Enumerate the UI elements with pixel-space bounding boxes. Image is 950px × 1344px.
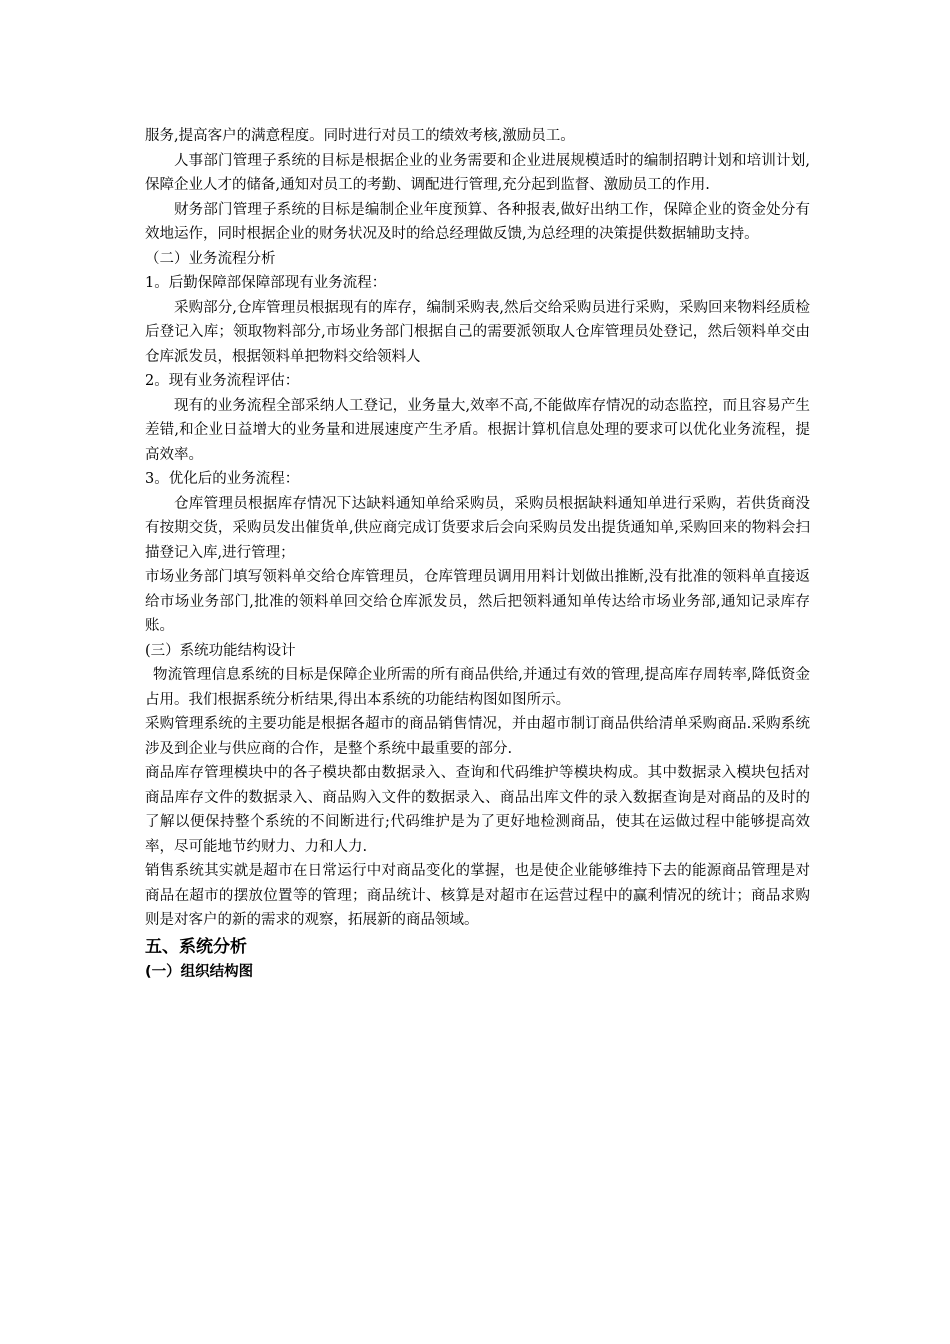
- paragraph-current-process: 采购部分,仓库管理员根据现有的库存，编制采购表,然后交给采购员进行采购，采购回来物料经质检后登记入库；领取物料部分,市场业务部门根据自己的需要派领取人仓库管理员处登记，然后领料单交由仓库派发员，根据领料单把物料交给领料人: [145, 299, 810, 365]
- paragraph-optimized-process-market: 市场业务部门填写领料单交给仓库管理员，仓库管理员调用用料计划做出推断,没有批准的领料单直接返给市场业务部门,批准的领料单回交给仓库派发员，然后把领料通知单传达给市场业务部,通知记录库存账。: [145, 569, 810, 634]
- paragraph-sales-system: 销售系统其实就是超市在日常运行中对商品变化的掌握，也是使企业能够维持下去的能源商品管理是对商品在超市的摆放位置等的管理；商品统计、核算是对超市在运营过程中的赢利情况的统计；商品求购则是对客户的新的需求的观察，拓展新的商品领域。: [145, 863, 810, 928]
- paragraph-logistics-goal: 物流管理信息系统的目标是保障企业所需的所有商品供给,并通过有效的管理,提高库存周转率,降低资金占用。我们根据系统分析结果,得出本系统的功能结构图如图所示。: [145, 667, 810, 708]
- heading-process-evaluation: 2。现有业务流程评估：: [145, 373, 300, 389]
- paragraph-service: 服务,提高客户的满意程度。同时进行对员工的绩效考核,激励员工。: [145, 128, 575, 144]
- heading-function-structure-design: (三）系统功能结构设计: [145, 642, 296, 659]
- paragraph-process-evaluation: 现有的业务流程全部采纳人工登记，业务量大,效率不高,不能做库存情况的动态监控，而且容易产生差错,和企业日益增大的业务量和进展速度产生矛盾。根据计算机信息处理的要求可以优化业务流程，提高效率。: [145, 397, 810, 463]
- heading-current-process: 1。后勤保障部保障部现有业务流程：: [145, 275, 387, 291]
- heading-optimized-process: 3。优化后的业务流程：: [145, 471, 300, 487]
- heading-org-chart: (一）组织结构图: [145, 963, 254, 980]
- paragraph-inventory-module: 商品库存管理模块中的各子模块都由数据录入、查询和代码维护等模块构成。其中数据录入模块包括对商品库存文件的数据录入、商品购入文件的数据录入、商品出库文件的录入数据查询是对商品的及时的了解以便保持整个系统的不间断进行;代码维护是为了更好地检测商品，使其在运做过程中能够提高效率，尽可能地节约财力、力和人力.: [145, 765, 810, 855]
- document-page: [145, 124, 810, 984]
- paragraph-finance-subsystem: 财务部门管理子系统的目标是编制企业年度预算、各种报表,做好出纳工作，保障企业的资金处分有效地运作，同时根据企业的财务状况及时的给总经理做反馈,为总经理的决策提供数据辅助支持。: [145, 201, 810, 242]
- paragraph-optimized-process-warehouse: 仓库管理员根据库存情况下达缺料通知单给采购员，采购员根据缺料通知单进行采购，若供货商没有按期交货，采购员发出催货单,供应商完成订货要求后会向采购员发出提货通知单,采购回来的物料会扫描登记入库,进行管理；: [145, 495, 810, 561]
- paragraph-hr-subsystem: 人事部门管理子系统的目标是根据企业的业务需要和企业进展规模适时的编制招聘计划和培训计划,保障企业人才的储备,通知对员工的考勤、调配进行管理,充分起到监督、激励员工的作用.: [145, 152, 810, 193]
- paragraph-purchasing-system: 采购管理系统的主要功能是根据各超市的商品销售情况，并由超市制订商品供给清单采购商品.采购系统涉及到企业与供应商的合作，是整个系统中最重要的部分.: [145, 716, 810, 757]
- heading-system-analysis: 五、系统分析: [145, 936, 247, 957]
- heading-business-process-analysis: （二）业务流程分析: [145, 250, 276, 267]
